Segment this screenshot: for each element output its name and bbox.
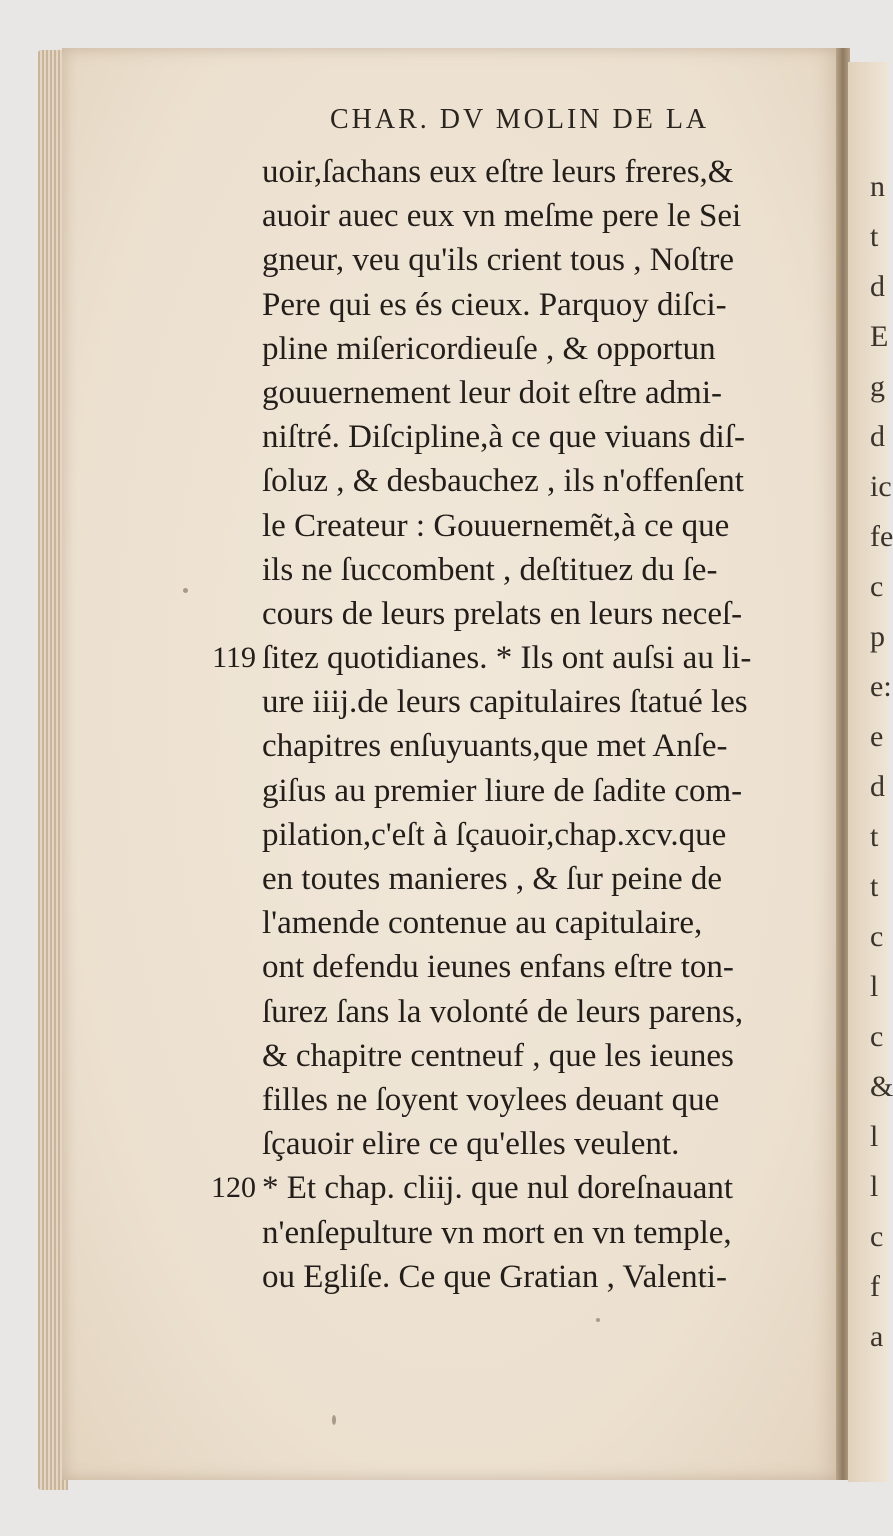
text-line-content: ſoluz , & desbauchez , ils n'offenſent [262,463,744,500]
ink-speck [332,1415,336,1425]
text-line-content: gouuernement leur doit eſtre admi- [262,374,723,411]
facing-page-fragment: t [870,870,879,903]
ink-speck [183,588,188,593]
text-line [262,238,842,282]
text-line [262,459,842,503]
facing-page-fragment: d [870,420,885,453]
text-line-content: ſurez ſans la volonté de leurs parens, [262,993,744,1030]
text-line [262,1255,842,1299]
text-line [262,680,842,724]
margin-number: 119 [212,641,256,675]
text-line [262,1211,842,1255]
text-line [262,857,842,901]
facing-page-fragment: l [870,1120,879,1153]
facing-page-fragment: l [870,1170,879,1203]
text-line-content: auoir auec eux vn meſme pere le Sei [262,198,742,235]
text-line-content: chapitres enſuyuants,que met Anſe- [262,728,728,765]
facing-page-fragment: p [870,620,885,653]
facing-page-fragment: g [870,370,885,403]
facing-page-fragment: ic [870,470,892,503]
text-line-content: ils ne ſuccombent , deſtituez du ſe- [262,551,718,588]
text-line-content: ont defendu ieunes enfans eſtre ton- [262,949,734,986]
facing-page-fragment: c [870,570,884,603]
text-line [262,150,842,194]
text-line [262,592,842,636]
text-line-content: pilation,c'eſt à ſçauoir,chap.xcv.que [262,816,727,853]
text-line-content: * Et chap. cliij. que nul doreſnauant [262,1170,734,1207]
text-line [262,1122,842,1166]
facing-page-fragment: e: [870,670,892,703]
text-line [262,945,842,989]
facing-page-fragment: t [870,820,879,853]
text-line [262,283,842,327]
text-line-content: & chapitre centneuf , que les ieunes [262,1037,734,1074]
text-line-content: ſitez quotidianes. * Ils ont auſsi au li- [262,640,752,677]
facing-page-fragment: n [870,170,885,203]
text-line [262,504,842,548]
text-line [212,636,842,680]
text-line-content: l'amende contenue au capitulaire, [262,905,703,942]
facing-page-fragment: c [870,920,884,953]
text-line [262,813,842,857]
facing-page-fragment: t [870,220,879,253]
text-line-content: en toutes manieres , & ſur peine de [262,861,723,897]
text-line [262,194,842,238]
text-line-content: pline miſericordieuſe , & opportun [262,330,716,367]
facing-page-fragment: d [870,770,885,803]
text-line-content: uoir,ſachans eux eſtre leurs freres,& [262,154,734,190]
facing-page-fragment: & [870,1070,893,1103]
text-line-content: ure iiij.de leurs capitulaires ſtatué les [262,684,748,721]
text-line [262,415,842,459]
text-line-content: gneur, veu qu'ils crient tous , Noſtre [262,242,735,279]
facing-page-fragment: E [870,320,889,353]
body-text [211,150,842,1299]
facing-page-fragment: d [870,270,885,303]
text-line [262,1034,842,1078]
ink-speck [596,1318,600,1322]
text-line-content: cours de leurs prelats en leurs neceſ- [262,595,743,632]
text-line-content: niſtré. Diſcipline,à ce que viuans diſ- [262,419,745,456]
text-line [211,1166,842,1210]
facing-page-fragment: c [870,1020,884,1053]
text-line-content: le Createur : Gouuernemẽt,à ce que [262,507,730,544]
text-line [262,990,842,1034]
facing-page-fragment: a [870,1320,884,1353]
text-line-content: giſus au premier liure de ſadite com- [262,772,743,809]
text-line-content: Pere qui es és cieux. Parquoy diſci- [262,286,727,323]
text-line [262,548,842,592]
facing-page-fragment: fe [870,520,893,553]
text-line-content: ſçauoir elire ce qu'elles veulent. [262,1126,680,1163]
facing-page-fragment: l [870,970,879,1003]
facing-page-fragment: c [870,1220,884,1253]
facing-page-edge [848,62,893,1482]
text-line-content: filles ne ſoyent voylees deuant que [262,1081,720,1118]
text-line [262,901,842,945]
text-line [262,769,842,813]
text-line [262,371,842,415]
text-line [262,724,842,768]
facing-page-fragment: e [870,720,884,753]
text-line-content: ou Egliſe. Ce que Gratian , Valenti- [262,1258,727,1295]
text-line [262,1078,842,1122]
text-line-content: n'enſepulture vn mort en vn temple, [262,1214,732,1251]
facing-page-fragment: f [870,1270,880,1303]
text-line [262,327,842,371]
running-head: CHAR. DV MOLIN DE LA [330,104,710,135]
margin-number: 120 [211,1171,256,1205]
